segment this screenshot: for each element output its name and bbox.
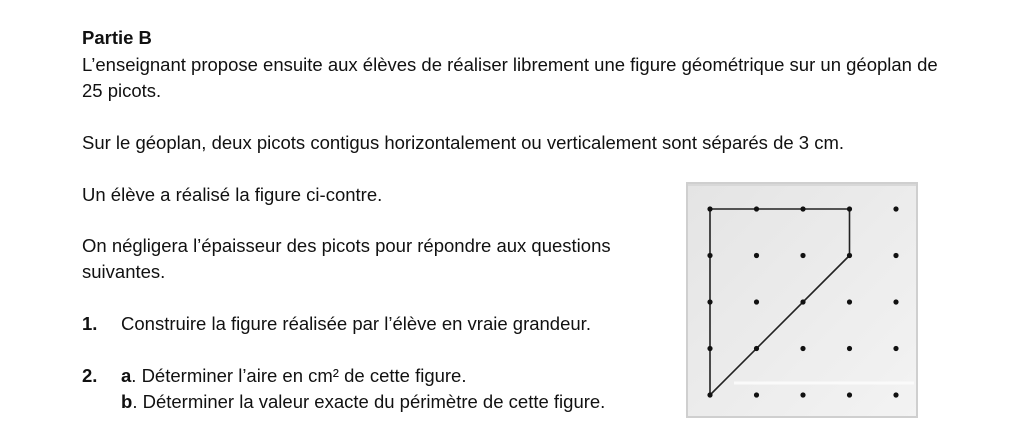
spacing-paragraph: Sur le géoplan, deux picots contigus horizontalement ou verticalement sont séparés de 3 cm. — [82, 132, 845, 153]
geoboard-peg — [800, 206, 805, 211]
question-1-text: Construire la figure réalisée par l’élève en vraie grandeur. — [121, 313, 591, 334]
geoboard-peg — [800, 346, 805, 351]
geoboard-peg — [893, 392, 898, 397]
geoboard-peg — [707, 299, 712, 304]
geoboard-peg — [754, 346, 759, 351]
geoboard-peg — [847, 392, 852, 397]
geoboard-peg — [847, 206, 852, 211]
section-title: Partie B — [82, 27, 152, 48]
geoboard-peg — [707, 253, 712, 258]
figure-note-paragraph: Un élève a réalisé la figure ci-contre. — [82, 184, 383, 205]
instruction-paragraph: On négligera l’épaisseur des picots pour répondre aux questions suivantes. — [82, 235, 611, 282]
question-2b-label: b — [121, 391, 133, 412]
geoboard-peg — [754, 392, 759, 397]
geoboard-peg — [847, 299, 852, 304]
geoboard-peg — [847, 346, 852, 351]
question-2a-label: a — [121, 365, 132, 386]
geoboard-peg — [754, 253, 759, 258]
geoboard-peg — [893, 206, 898, 211]
geoboard-photo — [686, 182, 918, 418]
geoboard-peg — [754, 206, 759, 211]
question-2b-text: . Déterminer la valeur exacte du périmètre de cette figure. — [132, 391, 606, 412]
geoboard-peg — [800, 392, 805, 397]
question-2-number: 2. — [82, 365, 98, 386]
geoboard-peg — [707, 206, 712, 211]
geoboard-peg — [800, 299, 805, 304]
geoboard-peg — [893, 299, 898, 304]
question-1-number: 1. — [82, 313, 98, 334]
geoboard-peg — [800, 253, 805, 258]
geoboard-peg — [754, 299, 759, 304]
question-2b-body — [121, 389, 605, 415]
geoboard-peg — [893, 346, 898, 351]
geoboard-peg — [847, 253, 852, 258]
geoboard-peg — [707, 346, 712, 351]
geoboard-peg — [707, 392, 712, 397]
question-2a-body — [121, 363, 466, 389]
question-2a-text: . Déterminer l’aire en cm² de cette figure. — [131, 365, 467, 386]
geoboard-peg — [893, 253, 898, 258]
intro-paragraph: L’enseignant propose ensuite aux élèves de réaliser librement une figure géométrique sur un géoplan de 25 picots. — [82, 54, 938, 101]
